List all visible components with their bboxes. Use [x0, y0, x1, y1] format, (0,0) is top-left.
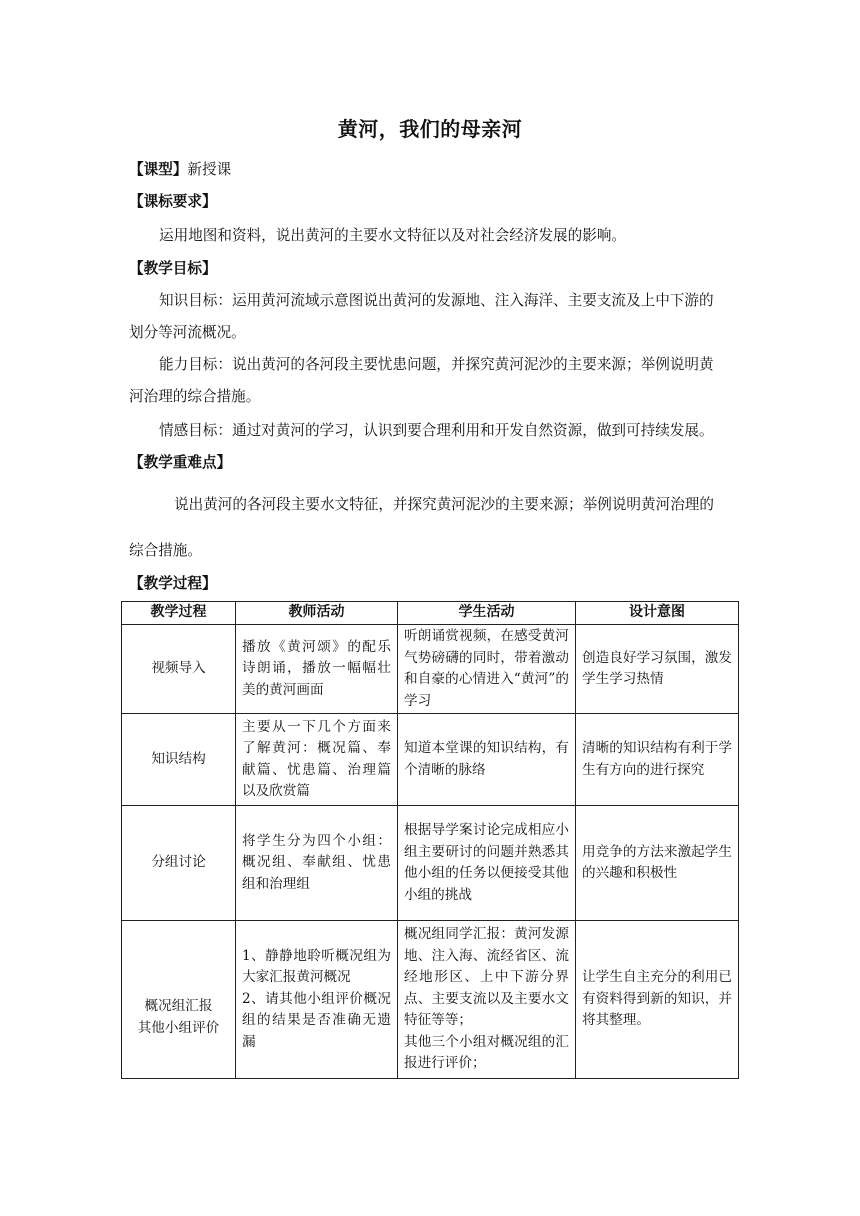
design-intent-cell: 让学生自主充分的利用已有资料得到新的知识，并将其整理。	[576, 921, 739, 1079]
stage-line: 其他小组评价	[137, 1019, 220, 1036]
knowledge-goal-line2: 划分等河流概况。	[129, 324, 246, 341]
student-activity-cell: 根据导学案讨论完成相应小组主要研讨的问题并熟悉其他小组的任务以便接受其他小组的挑战	[398, 806, 576, 921]
key-points-line1: 说出黄河的各河段主要水文特征，并探究黄河泥沙的主要来源；举例说明黄河治理的	[174, 496, 714, 513]
teacher-activity-cell: 将学生分为四个小组：概况组、奉献组、忧患组和治理组	[236, 806, 398, 921]
table-row	[122, 806, 739, 921]
design-intent-cell: 清晰的知识结构有利于学生有方向的进行探究	[576, 714, 739, 806]
teacher-activity-item: 2、请其他小组评价概况组的结果是否准确无遗漏	[242, 990, 391, 1050]
stage-cell: 分组讨论	[122, 806, 236, 921]
document-title: 黄河，我们的母亲河	[337, 117, 523, 141]
student-activity-item: 概况组同学汇报：黄河发源地、注入海、流经省区、流经地形区、上中下游分界点、主要支流以及主要水文特征等等；	[404, 926, 569, 1029]
table-row	[122, 625, 739, 714]
student-activity-cell	[398, 921, 576, 1079]
teacher-activity-cell: 播放《黄河颂》的配乐诗朗诵，播放一幅幅壮美的黄河画面	[236, 625, 398, 714]
column-header: 学生活动	[398, 602, 576, 625]
stage-line: 概况组汇报	[144, 998, 213, 1014]
key-points-line2: 综合措施。	[129, 542, 202, 559]
student-activity-item: 其他三个小组对概况组的汇报进行评价；	[404, 1033, 569, 1072]
course-type-line	[129, 158, 231, 179]
teaching-process-table	[121, 601, 739, 1079]
standards-heading: 【课标要求】	[129, 193, 217, 210]
table-row	[122, 921, 739, 1079]
teacher-activity-item: 1、静静地聆听概况组为大家汇报黄河概况	[242, 947, 391, 986]
stage-cell: 知识结构	[122, 714, 236, 806]
process-heading: 【教学过程】	[129, 575, 217, 592]
standards-text: 运用地图和资料，说出黄河的主要水文特征以及对社会经济发展的影响。	[159, 227, 627, 244]
teacher-activity-cell: 主要从一下几个方面来了解黄河：概况篇、奉献篇、忧患篇、治理篇以及欣赏篇	[236, 714, 398, 806]
stage-cell: 视频导入	[122, 625, 236, 714]
knowledge-goal-line1: 知识目标：运用黄河流域示意图说出黄河的发源地、注入海洋、主要支流及上中下游的	[159, 292, 714, 309]
goals-heading: 【教学目标】	[129, 260, 217, 277]
column-header: 设计意图	[576, 602, 739, 625]
course-type-label: 【课型】	[129, 161, 188, 178]
design-intent-cell: 创造良好学习氛围，激发学生学习热情	[576, 625, 739, 714]
ability-goal-line1: 能力目标：说出黄河的各河段主要忧患问题，并探究黄河泥沙的主要来源；举例说明黄	[159, 356, 714, 373]
table-header-row	[122, 602, 739, 625]
teacher-activity-cell	[236, 921, 398, 1079]
student-activity-cell: 听朗诵赏视频，在感受黄河气势磅礴的同时，带着激动和自豪的心情进入“黄河”的学习	[398, 625, 576, 714]
student-activity-cell: 知道本堂课的知识结构，有个清晰的脉络	[398, 714, 576, 806]
course-type-value: 新授课	[187, 161, 232, 178]
design-intent-cell: 用竞争的方法来激起学生的兴趣和积极性	[576, 806, 739, 921]
column-header: 教师活动	[236, 602, 398, 625]
column-header: 教学过程	[122, 602, 236, 625]
ability-goal-line2: 河治理的综合措施。	[129, 388, 261, 405]
emotion-goal: 情感目标：通过对黄河的学习，认识到要合理利用和开发自然资源，做到可持续发展。	[159, 422, 714, 439]
key-points-heading: 【教学重难点】	[129, 454, 232, 471]
stage-cell	[122, 921, 236, 1079]
table-row	[122, 714, 739, 806]
